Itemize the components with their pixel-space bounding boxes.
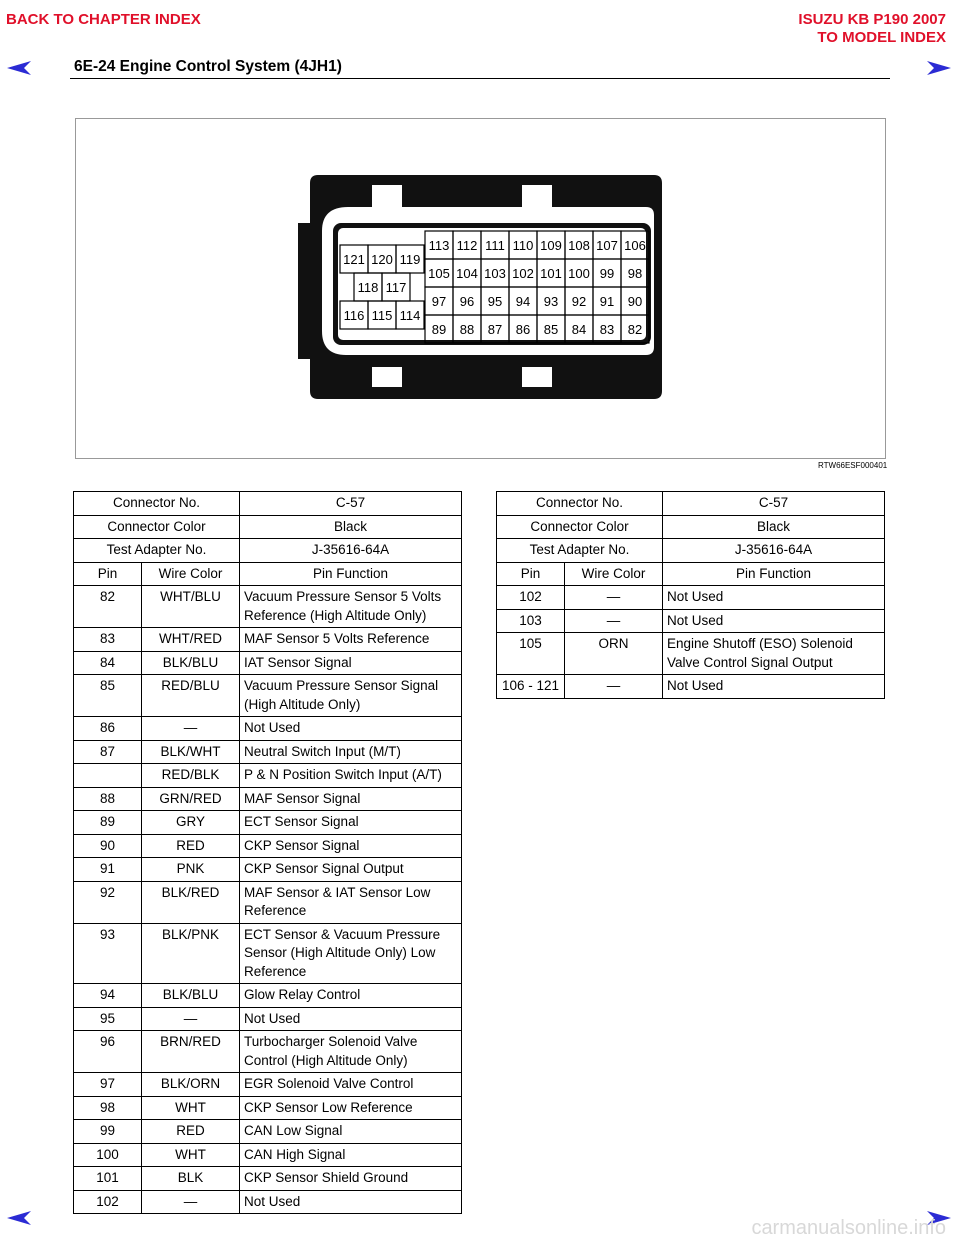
table-row — [497, 515, 885, 539]
pin-function-cell: CAN High Signal — [240, 1143, 462, 1167]
pin-cell: 85 — [74, 675, 142, 717]
connector-color-value: Black — [663, 515, 885, 539]
table-row — [74, 984, 462, 1008]
table-row — [74, 717, 462, 741]
connector-color-label: Connector Color — [74, 515, 240, 539]
pin-label: 107 — [596, 238, 618, 253]
pin-label: 98 — [627, 266, 643, 281]
connector-no-label: Connector No. — [74, 492, 240, 516]
pin-label: 84 — [571, 322, 587, 337]
previous-page-arrow-bottom-icon[interactable] — [6, 1210, 32, 1226]
pin-cell: 95 — [74, 1007, 142, 1031]
pin-function-cell: ECT Sensor Signal — [240, 811, 462, 835]
table-row — [74, 1073, 462, 1097]
pin-label: 106 — [624, 238, 646, 253]
table-row — [74, 811, 462, 835]
pin-function-cell: Vacuum Pressure Sensor Signal (High Altitude Only) — [240, 675, 462, 717]
back-to-chapter-index-link[interactable]: BACK TO CHAPTER INDEX — [6, 11, 201, 28]
pin-function-cell: MAF Sensor & IAT Sensor Low Reference — [240, 881, 462, 923]
pin-label: 110 — [512, 238, 534, 253]
test-adapter-label: Test Adapter No. — [497, 539, 663, 563]
pin-label: 119 — [399, 252, 421, 267]
wire-color-header: Wire Color — [142, 562, 240, 586]
table-row — [74, 764, 462, 788]
pin-function-header: Pin Function — [663, 562, 885, 586]
pin-label: 89 — [431, 322, 447, 337]
pin-cell: 106 - 121 — [497, 675, 565, 699]
next-page-arrow-icon[interactable] — [926, 60, 952, 76]
pin-function-cell: Not Used — [240, 1007, 462, 1031]
table-row — [497, 609, 885, 633]
pin-function-cell: CKP Sensor Signal — [240, 834, 462, 858]
connector-figure-frame — [75, 118, 886, 459]
table-row — [74, 740, 462, 764]
pin-function-cell: CKP Sensor Low Reference — [240, 1096, 462, 1120]
header-rule — [70, 78, 890, 79]
footer-watermark: carmanualsonline.info — [751, 1217, 946, 1239]
pin-label: 96 — [459, 294, 475, 309]
pin-label: 111 — [485, 238, 505, 253]
pin-label: 109 — [540, 238, 562, 253]
pin-label: 82 — [627, 322, 643, 337]
pin-label: 100 — [568, 266, 590, 281]
pin-cell: 105 — [497, 633, 565, 675]
pin-label: 121 — [343, 252, 365, 267]
wire-color-cell: GRN/RED — [142, 787, 240, 811]
pin-function-cell: Not Used — [240, 717, 462, 741]
pin-cell: 94 — [74, 984, 142, 1008]
pin-function-cell: Not Used — [663, 586, 885, 610]
pin-cell: 82 — [74, 586, 142, 628]
pin-label: 113 — [428, 238, 450, 253]
pin-label: 93 — [543, 294, 559, 309]
to-model-index-link[interactable]: TO MODEL INDEX — [817, 29, 946, 46]
pin-header: Pin — [497, 562, 565, 586]
table-row — [74, 675, 462, 717]
wire-color-cell: — — [565, 609, 663, 633]
wire-color-cell: WHT/RED — [142, 628, 240, 652]
figure-caption: RTW66ESF000401 — [818, 461, 888, 470]
pin-function-cell: ECT Sensor & Vacuum Pressure Sensor (High Altitude Only) Low Reference — [240, 923, 462, 984]
wire-color-cell: BLK — [142, 1167, 240, 1191]
wire-color-cell: BLK/PNK — [142, 923, 240, 984]
pin-cell: 99 — [74, 1120, 142, 1144]
table-header-row — [74, 562, 462, 586]
table-row — [497, 539, 885, 563]
pin-cell: 91 — [74, 858, 142, 882]
pin-label: 118 — [357, 280, 379, 295]
pin-label: 103 — [484, 266, 506, 281]
wire-color-cell: — — [565, 586, 663, 610]
table-row — [74, 1031, 462, 1073]
pin-label: 86 — [515, 322, 531, 337]
pin-function-cell: Glow Relay Control — [240, 984, 462, 1008]
connector-no-value: C-57 — [240, 492, 462, 516]
pin-function-cell: IAT Sensor Signal — [240, 651, 462, 675]
pin-cell: 100 — [74, 1143, 142, 1167]
wire-color-cell: — — [142, 1190, 240, 1214]
pin-cell: 101 — [74, 1167, 142, 1191]
table-row — [74, 787, 462, 811]
test-adapter-label: Test Adapter No. — [74, 539, 240, 563]
pin-cell: 103 — [497, 609, 565, 633]
pin-cell: 84 — [74, 651, 142, 675]
pin-cell: 102 — [74, 1190, 142, 1214]
pin-function-cell: Neutral Switch Input (M/T) — [240, 740, 462, 764]
pin-function-cell: MAF Sensor Signal — [240, 787, 462, 811]
pin-label: 97 — [431, 294, 447, 309]
pin-label: 99 — [599, 266, 615, 281]
connector-diagram — [76, 119, 887, 460]
wire-color-cell: BLK/ORN — [142, 1073, 240, 1097]
pin-cell: 98 — [74, 1096, 142, 1120]
pin-cell: 87 — [74, 740, 142, 764]
test-adapter-value: J-35616-64A — [240, 539, 462, 563]
table-row — [74, 515, 462, 539]
table-row — [74, 1096, 462, 1120]
table-row — [74, 492, 462, 516]
pin-function-cell: EGR Solenoid Valve Control — [240, 1073, 462, 1097]
table-row — [497, 675, 885, 699]
pin-function-cell: CAN Low Signal — [240, 1120, 462, 1144]
pin-label: 112 — [456, 238, 478, 253]
wire-color-cell: BLK/WHT — [142, 740, 240, 764]
pin-cell: 90 — [74, 834, 142, 858]
pin-cell: 86 — [74, 717, 142, 741]
pin-function-cell: MAF Sensor 5 Volts Reference — [240, 628, 462, 652]
pin-function-cell: P & N Position Switch Input (A/T) — [240, 764, 462, 788]
wire-color-cell: — — [142, 717, 240, 741]
table-row — [74, 628, 462, 652]
pin-label: 90 — [627, 294, 643, 309]
pin-cell: 88 — [74, 787, 142, 811]
pin-label: 114 — [399, 308, 421, 323]
pin-cell: 92 — [74, 881, 142, 923]
pin-label: 120 — [371, 252, 393, 267]
pin-header: Pin — [74, 562, 142, 586]
wire-color-cell: GRY — [142, 811, 240, 835]
table-row — [74, 651, 462, 675]
wire-color-cell: WHT — [142, 1143, 240, 1167]
test-adapter-value: J-35616-64A — [663, 539, 885, 563]
connector-color-value: Black — [240, 515, 462, 539]
pin-function-cell: Turbocharger Solenoid Valve Control (High Altitude Only) — [240, 1031, 462, 1073]
wire-color-cell: BLK/BLU — [142, 651, 240, 675]
model-title-link[interactable]: ISUZU KB P190 2007 — [798, 11, 946, 28]
pin-label: 92 — [571, 294, 587, 309]
pin-label: 101 — [540, 266, 562, 281]
table-row — [74, 1007, 462, 1031]
wire-color-cell: WHT — [142, 1096, 240, 1120]
wire-color-cell: RED — [142, 1120, 240, 1144]
wire-color-cell: RED/BLK — [142, 764, 240, 788]
table-row — [74, 923, 462, 984]
pin-cell: 89 — [74, 811, 142, 835]
pin-function-cell: Not Used — [663, 675, 885, 699]
table-row — [74, 1190, 462, 1214]
pin-label: 85 — [543, 322, 559, 337]
pin-cell: 93 — [74, 923, 142, 984]
connector-color-label: Connector Color — [497, 515, 663, 539]
pin-cell: 102 — [497, 586, 565, 610]
table-row — [74, 834, 462, 858]
pin-function-cell: CKP Sensor Signal Output — [240, 858, 462, 882]
table-row — [497, 492, 885, 516]
wire-color-cell: BLK/RED — [142, 881, 240, 923]
pin-function-cell: Not Used — [240, 1190, 462, 1214]
wire-color-cell: PNK — [142, 858, 240, 882]
pin-label: 83 — [599, 322, 615, 337]
pin-label: 95 — [487, 294, 503, 309]
pin-function-cell: Not Used — [663, 609, 885, 633]
pin-label: 117 — [385, 280, 407, 295]
pin-function-cell: Vacuum Pressure Sensor 5 Volts Reference (High Altitude Only) — [240, 586, 462, 628]
page-title: 6E-24 Engine Control System (4JH1) — [74, 58, 342, 75]
table-row — [74, 539, 462, 563]
wire-color-cell: ORN — [565, 633, 663, 675]
table-row — [74, 1167, 462, 1191]
pin-label: 116 — [343, 308, 365, 323]
pin-cell — [74, 764, 142, 788]
pin-label: 87 — [487, 322, 503, 337]
pin-cell: 96 — [74, 1031, 142, 1073]
pin-cell: 83 — [74, 628, 142, 652]
pin-label: 94 — [515, 294, 531, 309]
pin-cell: 97 — [74, 1073, 142, 1097]
table-row — [74, 881, 462, 923]
table-row — [74, 586, 462, 628]
wire-color-cell: BLK/BLU — [142, 984, 240, 1008]
pin-label: 108 — [568, 238, 590, 253]
connector-table-left — [73, 491, 462, 1214]
wire-color-cell: WHT/BLU — [142, 586, 240, 628]
connector-no-label: Connector No. — [497, 492, 663, 516]
table-row — [74, 858, 462, 882]
wire-color-cell: — — [565, 675, 663, 699]
table-row — [74, 1120, 462, 1144]
connector-no-value: C-57 — [663, 492, 885, 516]
wire-color-header: Wire Color — [565, 562, 663, 586]
pin-label: 88 — [459, 322, 475, 337]
table-header-row — [497, 562, 885, 586]
wire-color-cell: RED — [142, 834, 240, 858]
pin-label: 105 — [428, 266, 450, 281]
pin-label: 104 — [456, 266, 478, 281]
previous-page-arrow-icon[interactable] — [6, 60, 32, 76]
wire-color-cell: RED/BLU — [142, 675, 240, 717]
table-row — [497, 586, 885, 610]
wire-color-cell: BRN/RED — [142, 1031, 240, 1073]
pin-function-cell: Engine Shutoff (ESO) Solenoid Valve Control Signal Output — [663, 633, 885, 675]
pin-label: 102 — [512, 266, 534, 281]
pin-label: 115 — [371, 308, 393, 323]
wire-color-cell: — — [142, 1007, 240, 1031]
table-row — [497, 633, 885, 675]
pin-function-cell: CKP Sensor Shield Ground — [240, 1167, 462, 1191]
pin-label: 91 — [599, 294, 615, 309]
pin-function-header: Pin Function — [240, 562, 462, 586]
connector-table-right — [496, 491, 885, 699]
table-row — [74, 1143, 462, 1167]
